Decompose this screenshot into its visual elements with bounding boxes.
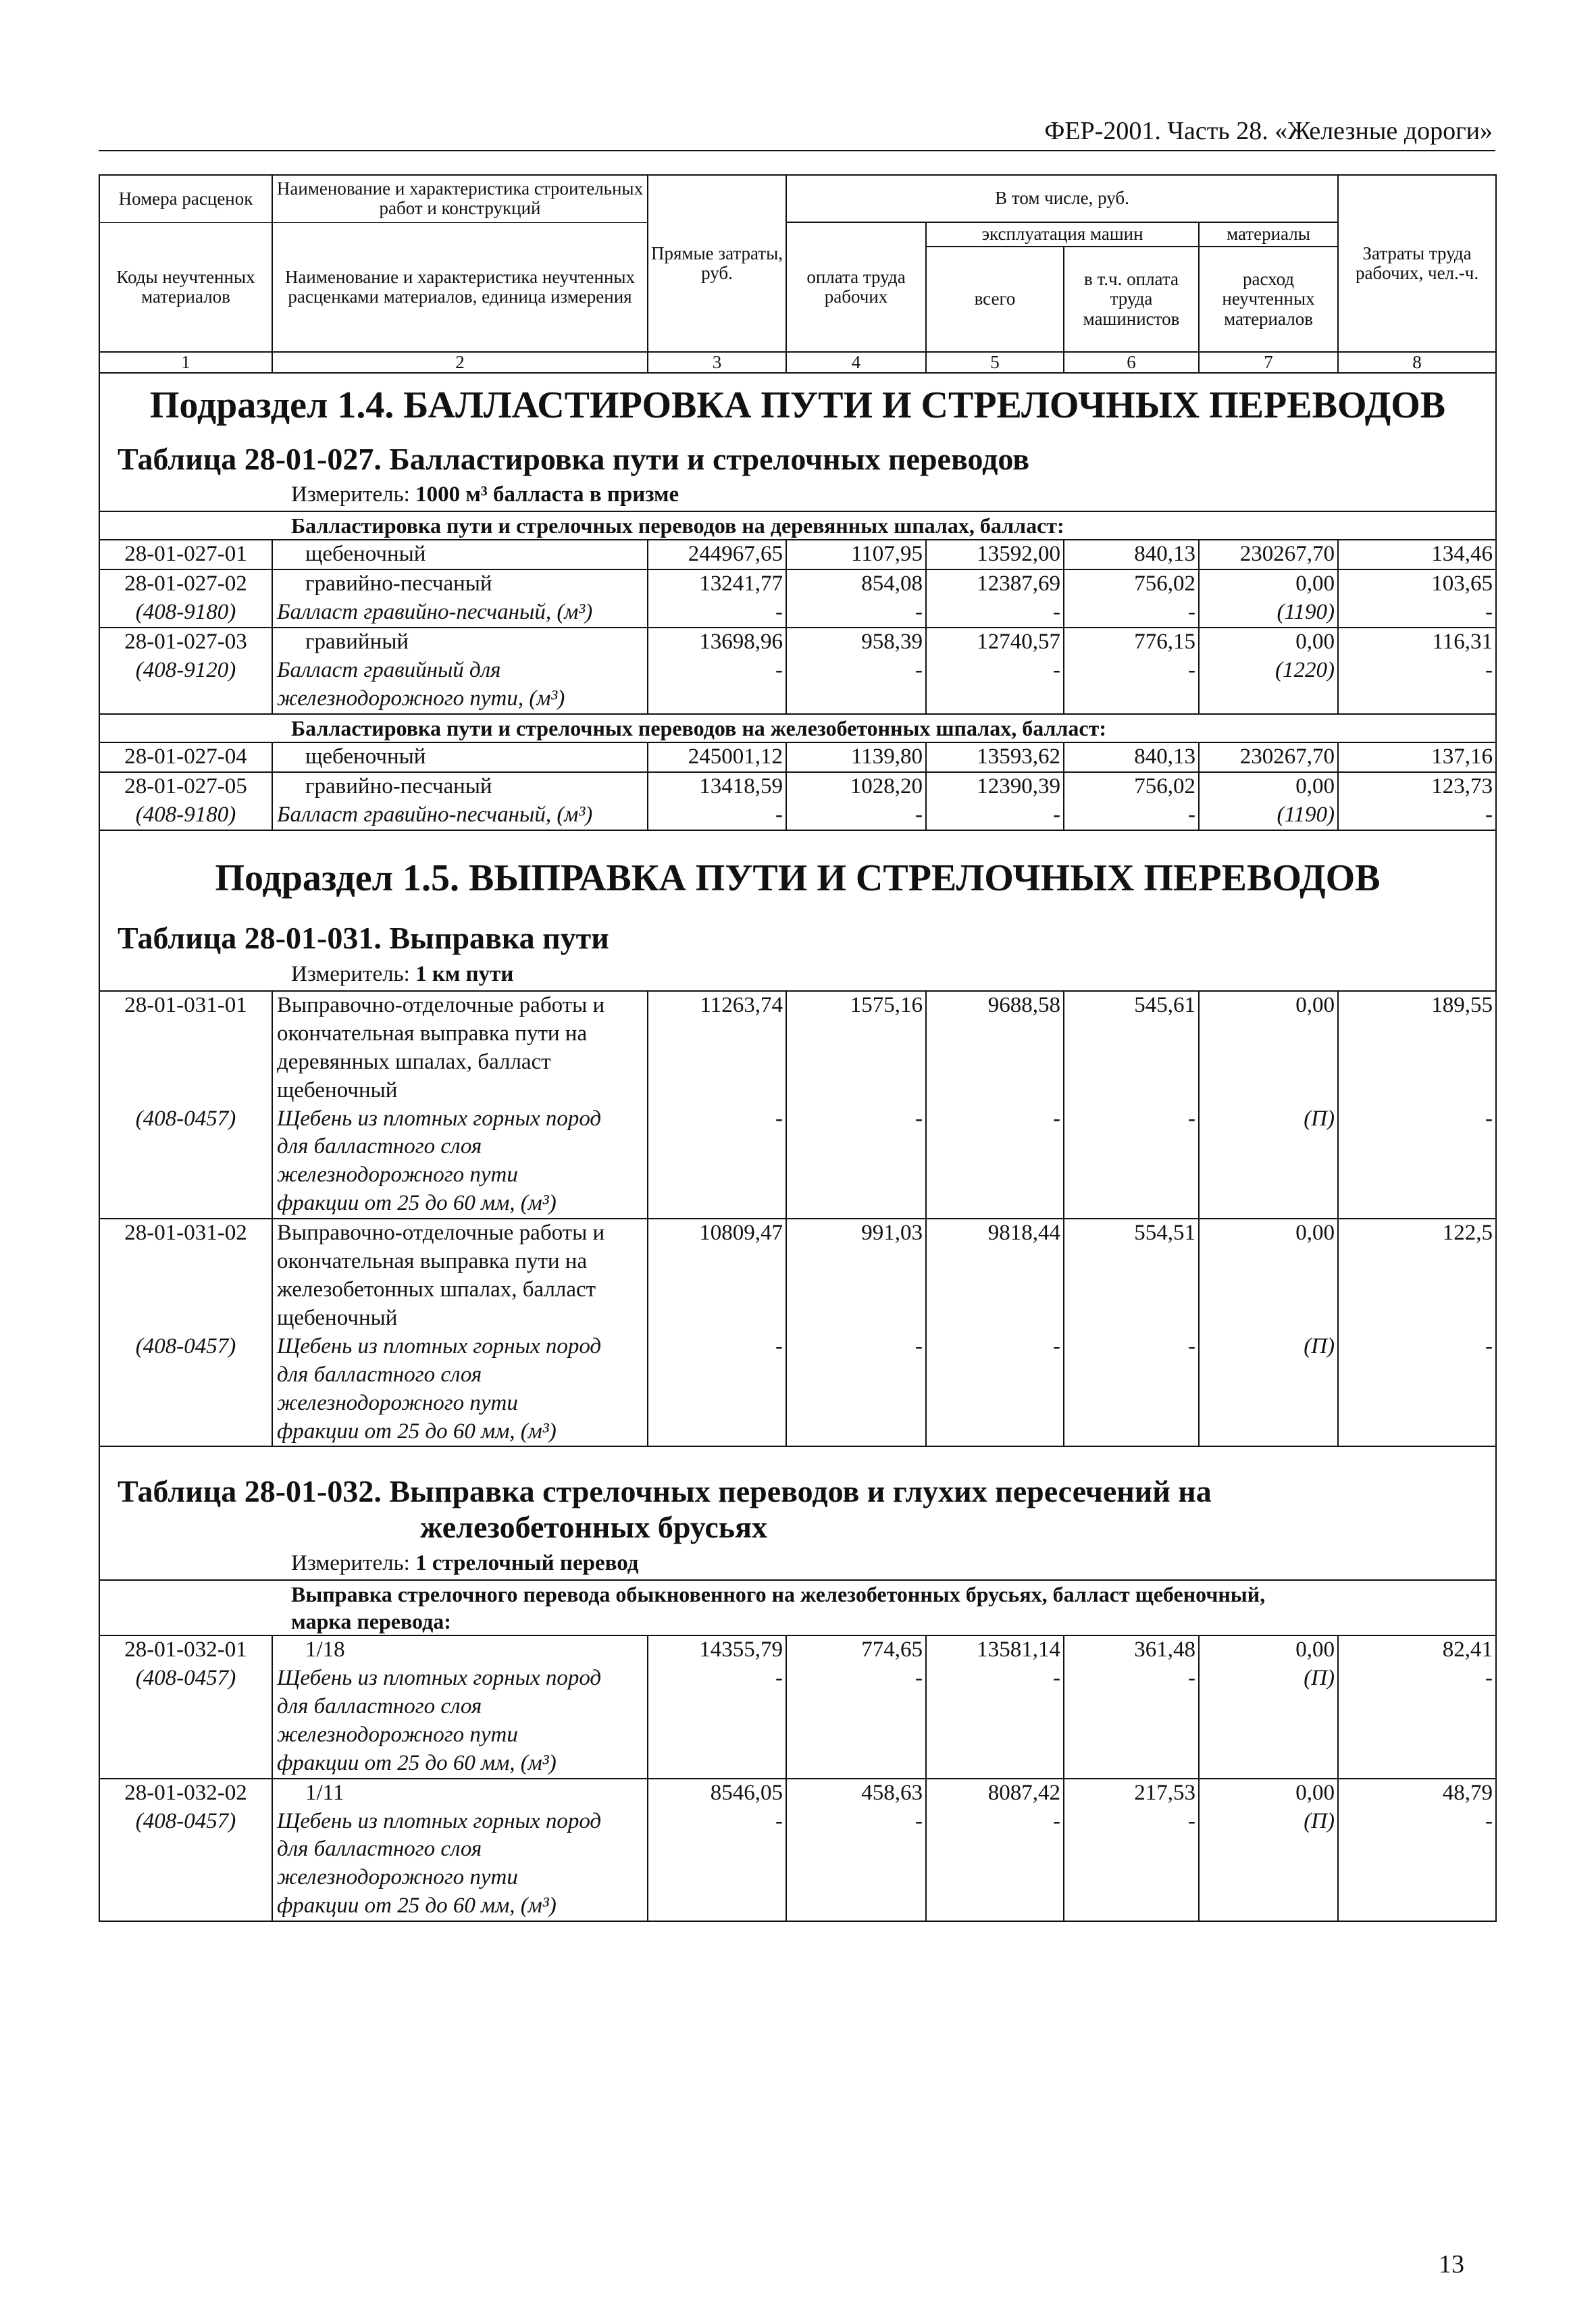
table-row: [99, 1635, 1496, 1664]
meter-031: Измеритель: 1 км пути: [291, 962, 514, 987]
group-header: Выправка стрелочного перевода обыкновенного на железобетонных брусьях, балласт щебеночный,: [291, 1582, 1266, 1607]
material-name: Балласт гравийно-песчаный, (м³): [272, 801, 648, 830]
wage-cost: 1028,20: [786, 772, 926, 801]
running-header: ФЕР-2001. Часть 28. «Железные дороги»: [1044, 117, 1493, 145]
rate-code: 28-01-027-05: [99, 772, 272, 801]
machines-total: 13581,14: [926, 1635, 1064, 1664]
meter-value: 1000 м³ балласта в призме: [415, 482, 679, 507]
col-machines-wage-header: в т.ч. оплата труда машинистов: [1064, 247, 1199, 352]
table-row: [99, 991, 1496, 1105]
materials-cost: 0,00: [1199, 1219, 1338, 1333]
meter-value: 1 км пути: [415, 962, 514, 987]
machines-total: 12387,69: [926, 569, 1064, 599]
table-row: [99, 742, 1496, 772]
rate-name: Выправочно-отделочные работы и окончательная выправка пути на деревянных шпалах, балласт щебеночный: [272, 991, 648, 1105]
material-use: (1190): [1199, 801, 1338, 830]
direct-cost: 10809,47: [648, 1219, 786, 1333]
rate-code: 28-01-027-02: [99, 569, 272, 599]
material-row: (408-0457) Щебень из плотных горных пород для балластного слоя железнодорожного пути фракции от 25 до 60 мм, (м³) - - - - (П) -: [99, 1333, 1496, 1447]
machines-wage: 840,13: [1064, 742, 1199, 772]
direct-cost: 8546,05: [648, 1779, 786, 1808]
table-row: [99, 1779, 1496, 1808]
rate-name: щебеночный: [272, 540, 648, 569]
wage-cost: 458,63: [786, 1779, 926, 1808]
material-name: Балласт гравийный для железнодорожного пути, (м³): [272, 657, 648, 714]
col-name-header: Наименование и характеристика строительных работ и конструкций: [272, 175, 648, 222]
machines-wage: 756,02: [1064, 569, 1199, 599]
rate-name: гравийно-песчаный: [272, 772, 648, 801]
material-code: (408-9120): [99, 657, 272, 714]
rate-code: 28-01-031-02: [99, 1219, 272, 1333]
rate-name: 1/11: [272, 1779, 648, 1808]
machines-total: 12390,39: [926, 772, 1064, 801]
table-title-032: Таблица 28-01-032. Выправка стрелочных переводов и глухих пересечений на: [118, 1474, 1212, 1509]
rate-code: 28-01-027-01: [99, 540, 272, 569]
machines-total: 9818,44: [926, 1219, 1064, 1333]
labor-cost: 116,31: [1338, 628, 1496, 657]
group-header: Балластировка пути и стрелочных переводов на деревянных шпалах, балласт:: [291, 513, 1064, 538]
table-title-027: Таблица 28-01-027. Балластировка пути и стрелочных переводов: [118, 441, 1030, 476]
subsection-title-1-5: Подраздел 1.5. ВЫПРАВКА ПУТИ И СТРЕЛОЧНЫХ ПЕРЕВОДОВ: [215, 857, 1381, 899]
labor-cost: 134,46: [1338, 540, 1496, 569]
machines-wage: 756,02: [1064, 772, 1199, 801]
material-row: (408-9120) Балласт гравийный для железнодорожного пути, (м³) - - - - (1220) -: [99, 657, 1496, 714]
materials-cost: 0,00: [1199, 1635, 1338, 1664]
materials-cost: 0,00: [1199, 772, 1338, 801]
rate-name: гравийно-песчаный: [272, 569, 648, 599]
material-row: (408-9180) Балласт гравийно-песчаный, (м³) - - - - (1190) -: [99, 599, 1496, 628]
direct-cost: 244967,65: [648, 540, 786, 569]
material-name: Щебень из плотных горных пород для балластного слоя железнодорожного пути фракции от 25 до 60 мм, (м³): [272, 1105, 648, 1219]
column-header-table: [99, 174, 1497, 374]
wage-cost: 1139,80: [786, 742, 926, 772]
rate-name: гравийный: [272, 628, 648, 657]
materials-cost: 0,00: [1199, 991, 1338, 1105]
table-title-031: Таблица 28-01-031. Выправка пути: [118, 921, 609, 956]
material-use: (П): [1199, 1808, 1338, 1922]
rate-code: 28-01-027-04: [99, 742, 272, 772]
materials-cost: 230267,70: [1199, 742, 1338, 772]
col-number: 2: [272, 352, 648, 373]
machines-total: 13593,62: [926, 742, 1064, 772]
rates-table: [99, 353, 1497, 1922]
direct-cost: 13418,59: [648, 772, 786, 801]
material-row: (408-9180) Балласт гравийно-песчаный, (м³) - - - - (1190) -: [99, 801, 1496, 830]
col-name-sub-header: Наименование и характеристика неучтенных расценками материалов, единица измерения: [272, 222, 648, 352]
material-use: (1190): [1199, 599, 1338, 628]
meter-027: Измеритель: 1000 м³ балласта в призме: [291, 482, 679, 507]
col-incl-header: В том числе, руб.: [786, 175, 1338, 222]
material-code: (408-0457): [99, 1664, 272, 1779]
group-header-line2: марка перевода:: [291, 1609, 451, 1634]
material-row: (408-0457) Щебень из плотных горных пород для балластного слоя железнодорожного пути фракции от 25 до 60 мм, (м³) - - - - (П) -: [99, 1808, 1496, 1922]
material-row: (408-0457) Щебень из плотных горных пород для балластного слоя железнодорожного пути фракции от 25 до 60 мм, (м³) - - - - (П) -: [99, 1664, 1496, 1779]
wage-cost: 1107,95: [786, 540, 926, 569]
material-use: (1220): [1199, 657, 1338, 714]
direct-cost: 11263,74: [648, 991, 786, 1105]
material-code: (408-9180): [99, 801, 272, 830]
material-use: (П): [1199, 1105, 1338, 1219]
table-row: [99, 1219, 1496, 1333]
materials-cost: 230267,70: [1199, 540, 1338, 569]
col-number: 6: [1064, 352, 1199, 373]
meter-032: Измеритель: 1 стрелочный перевод: [291, 1551, 639, 1576]
labor-cost: 48,79: [1338, 1779, 1496, 1808]
col-number: 1: [99, 352, 272, 373]
col-number: 5: [926, 352, 1064, 373]
meter-value: 1 стрелочный перевод: [415, 1551, 639, 1576]
labor-cost: 137,16: [1338, 742, 1496, 772]
rate-code: 28-01-032-01: [99, 1635, 272, 1664]
material-code: (408-0457): [99, 1105, 272, 1219]
direct-cost: 14355,79: [648, 1635, 786, 1664]
rate-name: 1/18: [272, 1635, 648, 1664]
col-wage-header: оплата труда рабочих: [786, 222, 926, 352]
group-header: Балластировка пути и стрелочных переводов на железобетонных шпалах, балласт:: [291, 715, 1106, 740]
labor-cost: 123,73: [1338, 772, 1496, 801]
table-row: [99, 628, 1496, 657]
rate-name: Выправочно-отделочные работы и окончательная выправка пути на железобетонных шпалах, балласт щебеночный: [272, 1219, 648, 1333]
material-name: Щебень из плотных горных пород для балластного слоя железнодорожного пути фракции от 25 до 60 мм, (м³): [272, 1808, 648, 1922]
direct-cost: 13241,77: [648, 569, 786, 599]
col-number: 3: [648, 352, 786, 373]
machines-wage: 554,51: [1064, 1219, 1199, 1333]
col-machines-header: эксплуатация машин: [926, 222, 1199, 247]
material-name: Щебень из плотных горных пород для балластного слоя железнодорожного пути фракции от 25 до 60 мм, (м³): [272, 1664, 648, 1779]
col-number: 8: [1338, 352, 1496, 373]
col-code-sub-header: Коды неучтенных материалов: [99, 222, 272, 352]
material-code: (408-9180): [99, 599, 272, 628]
materials-cost: 0,00: [1199, 1779, 1338, 1808]
wage-cost: 958,39: [786, 628, 926, 657]
material-use: (П): [1199, 1333, 1338, 1447]
wage-cost: 854,08: [786, 569, 926, 599]
col-machines-total-header: всего: [926, 247, 1064, 352]
machines-wage: 361,48: [1064, 1635, 1199, 1664]
machines-total: 13592,00: [926, 540, 1064, 569]
col-number: 7: [1199, 352, 1338, 373]
rate-code: 28-01-031-01: [99, 991, 272, 1105]
material-row: (408-0457) Щебень из плотных горных пород для балластного слоя железнодорожного пути фракции от 25 до 60 мм, (м³) - - - - (П) -: [99, 1105, 1496, 1219]
material-use: (П): [1199, 1664, 1338, 1779]
materials-cost: 0,00: [1199, 628, 1338, 657]
wage-cost: 774,65: [786, 1635, 926, 1664]
col-materials-use-header: расход неучтенных материалов: [1199, 247, 1338, 352]
material-code: (408-0457): [99, 1808, 272, 1922]
labor-cost: 189,55: [1338, 991, 1496, 1105]
direct-cost: 245001,12: [648, 742, 786, 772]
machines-wage: 776,15: [1064, 628, 1199, 657]
rate-name: щебеночный: [272, 742, 648, 772]
machines-total: 8087,42: [926, 1779, 1064, 1808]
rate-code: 28-01-032-02: [99, 1779, 272, 1808]
page-number: 13: [1439, 2250, 1464, 2279]
table-row: [99, 772, 1496, 801]
direct-cost: 13698,96: [648, 628, 786, 657]
material-code: (408-0457): [99, 1333, 272, 1447]
col-labor-header: Затраты труда рабочих, чел.-ч.: [1338, 175, 1496, 352]
col-number: 4: [786, 352, 926, 373]
materials-cost: 0,00: [1199, 569, 1338, 599]
material-name: Щебень из плотных горных пород для балластного слоя железнодорожного пути фракции от 25 до 60 мм, (м³): [272, 1333, 648, 1447]
machines-total: 12740,57: [926, 628, 1064, 657]
material-name: Балласт гравийно-песчаный, (м³): [272, 599, 648, 628]
machines-wage: 840,13: [1064, 540, 1199, 569]
rate-code: 28-01-027-03: [99, 628, 272, 657]
machines-wage: 545,61: [1064, 991, 1199, 1105]
header-rule: [99, 150, 1495, 151]
table-row: [99, 540, 1496, 569]
subsection-title-1-4: Подраздел 1.4. БАЛЛАСТИРОВКА ПУТИ И СТРЕЛОЧНЫХ ПЕРЕВОДОВ: [149, 384, 1446, 426]
machines-total: 9688,58: [926, 991, 1064, 1105]
labor-cost: 103,65: [1338, 569, 1496, 599]
col-materials-header: материалы: [1199, 222, 1338, 247]
machines-wage: 217,53: [1064, 1779, 1199, 1808]
labor-cost: 122,5: [1338, 1219, 1496, 1333]
wage-cost: 991,03: [786, 1219, 926, 1333]
col-code-header: Номера расценок: [99, 175, 272, 222]
table-title-032-line2: железобетонных брусьях: [420, 1510, 768, 1545]
wage-cost: 1575,16: [786, 991, 926, 1105]
labor-cost: 82,41: [1338, 1635, 1496, 1664]
table-row: [99, 569, 1496, 599]
col-direct-header: Прямые затраты, руб.: [648, 175, 786, 352]
